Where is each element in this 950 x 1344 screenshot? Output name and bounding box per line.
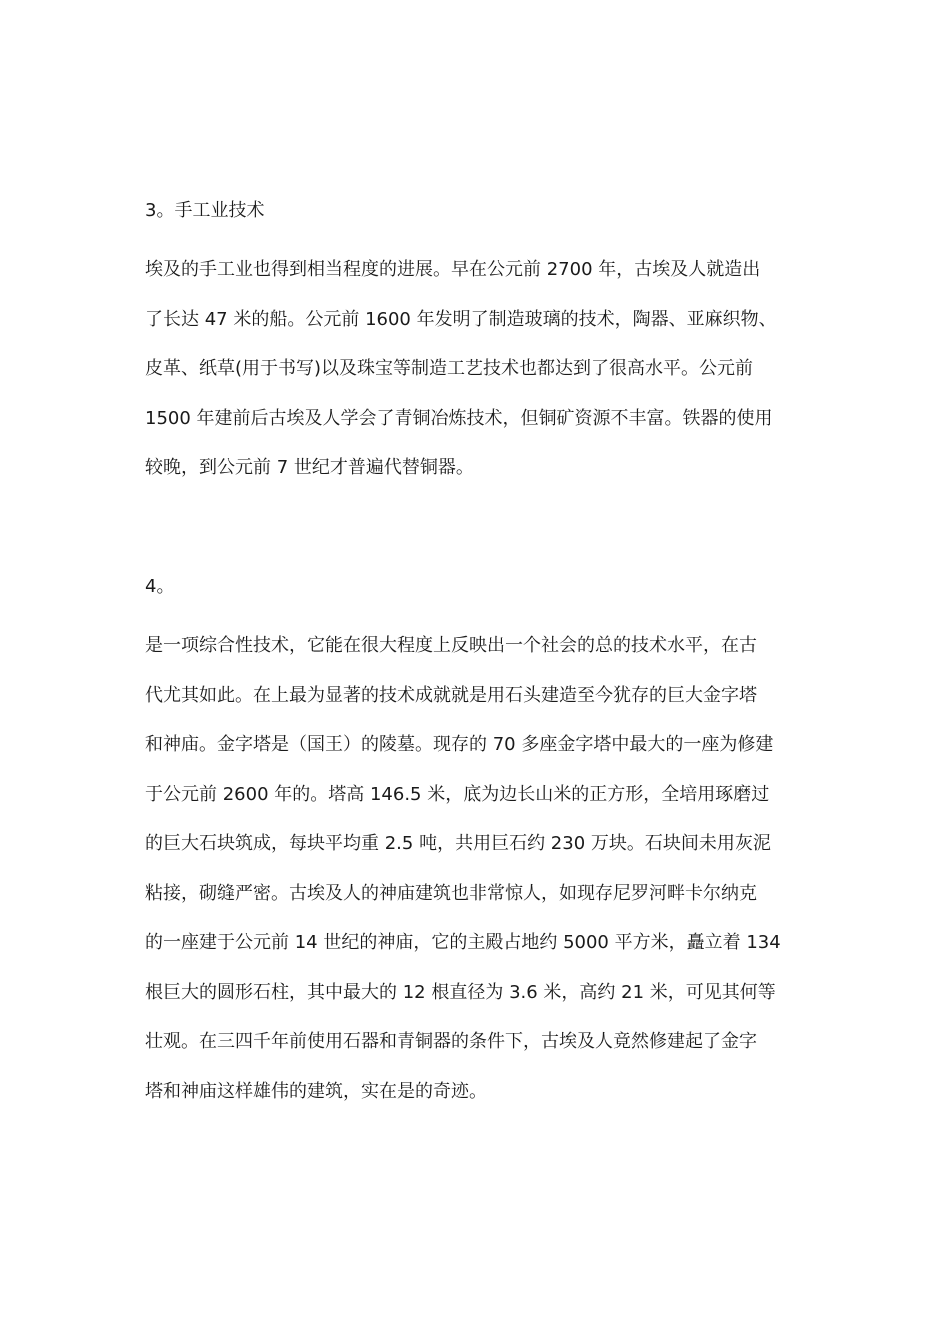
section-4-paragraph <box>145 634 825 1129</box>
section-4-heading: 4。 <box>145 576 175 597</box>
paragraph-line: 于公元前 2600 年的。塔高 146.5 米，底为边长山米的正方形，全培用琢磨过 <box>145 783 770 805</box>
paragraph-line: 壮观。在三四千年前使用石器和青铜器的条件下，古埃及人竟然修建起了金字 <box>145 1031 757 1052</box>
paragraph-line: 塔和神庙这样雄伟的建筑，实在是的奇迹。 <box>145 1080 487 1102</box>
paragraph-line: 是一项综合性技术，它能在很大程度上反映出一个社会的总的技术水平，在古 <box>145 635 757 656</box>
paragraph-line: 和神庙。金字塔是（国王）的陵墓。现存的 70 多座金字塔中最大的一座为修建 <box>145 734 774 755</box>
paragraph-line: 粘接，砌缝严密。古埃及人的神庙建筑也非常惊人，如现存尼罗河畔卡尔纳克 <box>145 882 757 904</box>
section-3-heading: 3。手工业技术 <box>145 200 265 221</box>
paragraph-line: 皮革、纸草(用于书写)以及珠宝等制造工艺技术也都达到了很高水平。公元前 <box>145 358 754 379</box>
paragraph-line: 埃及的手工业也得到相当程度的进展。早在公元前 2700 年，古埃及人就造出 <box>145 259 761 280</box>
section-3-paragraph <box>145 258 825 506</box>
paragraph-line: 根巨大的圆形石柱，其中最大的 12 根直径为 3.6 米，高约 21 米，可见其何等 <box>145 981 776 1003</box>
paragraph-line: 代尤其如此。在上最为显著的技术成就就是用石头建造至今犹存的巨大金字塔 <box>145 684 757 706</box>
paragraph-line: 1500 年建前后古埃及人学会了青铜冶炼技术，但铜矿资源不丰富。铁器的使用 <box>145 407 773 429</box>
paragraph-line: 的一座建于公元前 14 世纪的神庙，它的主殿占地约 5000 平方米，矗立着 134 <box>145 932 781 953</box>
paragraph-line: 了长达 47 米的船。公元前 1600 年发明了制造玻璃的技术，陶器、亚麻织物、 <box>145 308 777 330</box>
paragraph-line: 较晚，到公元前 7 世纪才普遍代替铜器。 <box>145 457 474 478</box>
paragraph-line: 的巨大石块筑成，每块平均重 2.5 吨，共用巨石约 230 万块。石块间未用灰泥 <box>145 833 771 854</box>
